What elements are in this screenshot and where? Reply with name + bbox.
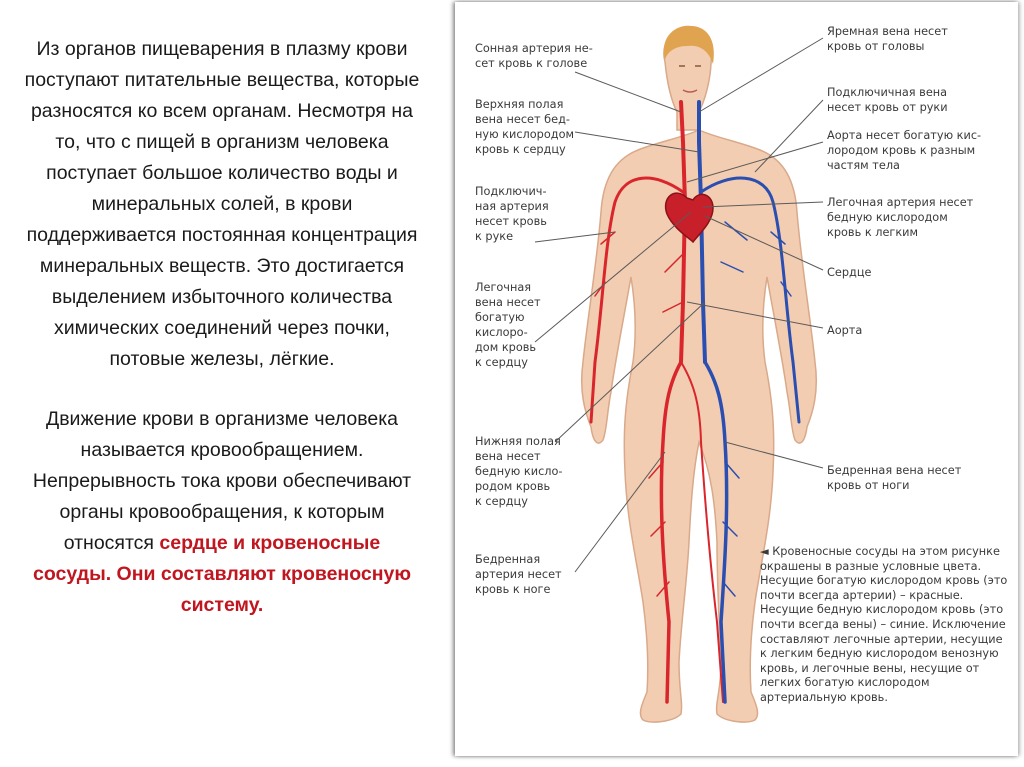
svg-text:Легочнаявена несетбогатуюкисло: Легочная вена несет богатую кислоро-дом кровь к сердцу	[475, 281, 541, 369]
svg-text:Яремная вена несеткровь от гол: Яремная вена несет кровь от головы	[827, 25, 948, 53]
svg-text:Аорта: Аорта	[827, 324, 863, 337]
paragraph-circulation-plain: Движение крови в организме человека называется кровообращением. Непрерывность тока крови обеспечивают органы кровообращения, к которым относятся	[32, 408, 412, 554]
svg-text:Подключич-ная артериянесет кро: Подключич-ная артерия несет кровь к руке	[475, 185, 549, 243]
svg-text:Сердце: Сердце	[827, 266, 872, 279]
svg-text:Подключичная венанесет кровь о: Подключичная вена несет кровь от руки	[827, 86, 948, 114]
svg-text:Сонная артерия не-сет кровь к: Сонная артерия не-сет кровь к голове	[475, 42, 593, 70]
labels-left	[475, 42, 593, 596]
svg-text:Бедренная вена несеткровь от н: Бедренная вена несет кровь от ноги	[827, 464, 962, 492]
circulatory-figure-panel	[455, 2, 1018, 756]
paragraph-circulation	[22, 404, 422, 621]
figure-note: ◄ Кровеносные сосуды на этом рисунке окрашены в разные условные цвета. Несущие богатую кислородом кровь (это почти всегда артерии) – красные. Несущие бедную кислородом кровь (это почти всегда вены) – синие. Исключение составляют легочные артерии, несущие к легким бедную кислородом венозную кровь, и легочные вены, несущие от легких богатую кислородом артериальную кровь.	[760, 545, 1008, 704]
svg-text:Бедреннаяартерия несеткровь к: Бедренная артерия несет кровь к ноге	[475, 553, 562, 596]
left-text-block	[22, 34, 422, 621]
paragraph-circulation-highlight: сердце и кровеносные сосуды. Они составляют кровеносную систему.	[32, 532, 411, 616]
svg-text:Верхняя полаявена несет бед-ну: Верхняя полая вена несет бед-ную кислородом кровь к сердцу	[475, 98, 575, 156]
svg-text:Легочная артерия несетбедную к: Легочная артерия несет бедную кислородом кровь к легким	[827, 196, 974, 239]
labels-right	[827, 25, 981, 492]
svg-text:Нижняя полаявена несетбедную к: Нижняя полая вена несет бедную кисло-родом кровь к сердцу	[475, 435, 563, 508]
paragraph-digestion: Из органов пищеварения в плазму крови поступают питательные вещества, которые разносятся ко всем органам. Несмотря на то, что с пищей в организм человека поступает большое количество воды и минеральных солей, в крови поддерживается постоянная концентрация минеральных веществ. Это достигается выделением избыточного количества химических соединений через почки, потовые железы, лёгкие.	[24, 38, 420, 370]
svg-text:Аорта несет богатую кис-лородо: Аорта несет богатую кис-лородом кровь к разным частям тела	[827, 129, 982, 172]
